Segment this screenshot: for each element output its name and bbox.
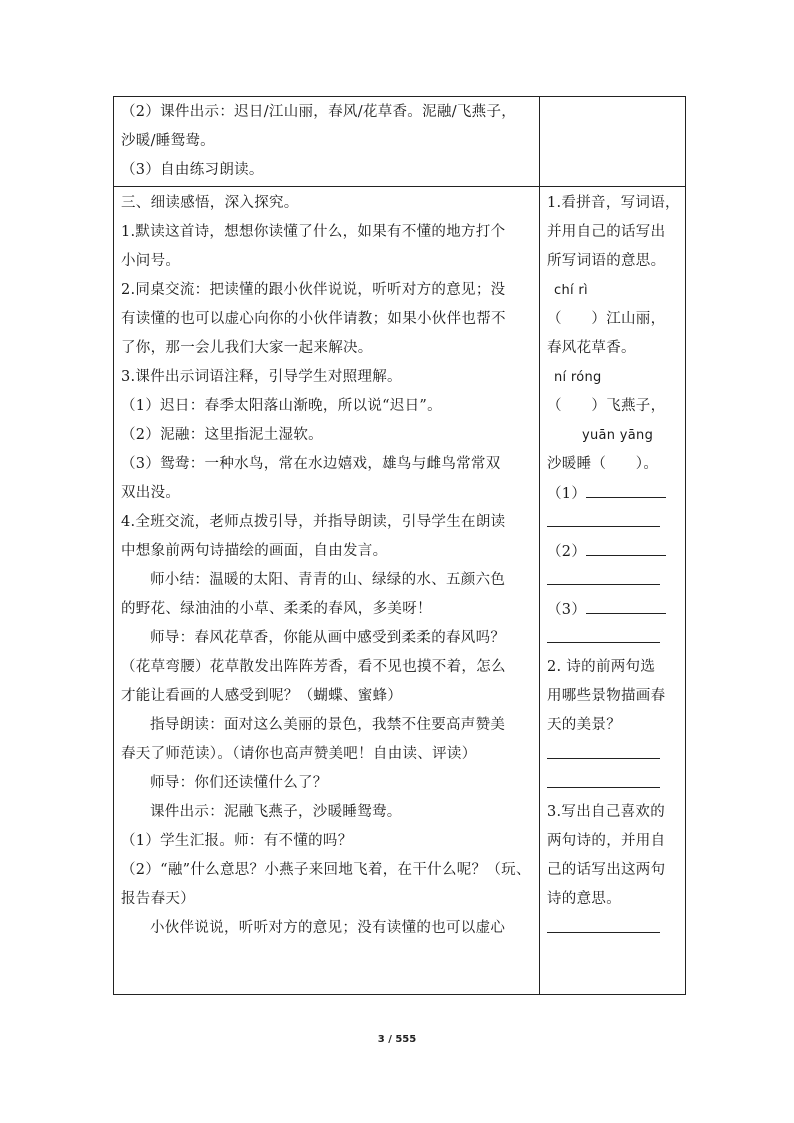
- answer-label: （2）: [547, 544, 587, 560]
- text-line: 课件出示：泥融飞燕子，沙暖睡鸳鸯。: [150, 804, 402, 820]
- exercise-1-line: 所写词语的意思。: [547, 253, 666, 269]
- text-line: 沙暖/睡鸳鸯。: [121, 133, 215, 149]
- fill-blank-3: 沙暖睡（ ）。: [547, 456, 659, 472]
- lesson-table: [113, 96, 686, 995]
- exercise-3-line: 诗的意思。: [547, 891, 621, 907]
- exercise-2-line: 用哪些景物描画春: [547, 688, 666, 704]
- row1-right-cell: [540, 97, 686, 187]
- text-line: 师小结：温暖的太阳、青青的山、绿绿的水、五颜六色: [150, 572, 506, 588]
- text-line: 小伙伴说说，听听对方的意见；没有读懂的也可以虚心: [150, 920, 506, 936]
- exercise-1-line: 并用自己的话写出: [547, 224, 666, 240]
- row2-left-cell: [114, 187, 540, 995]
- exercise-3-line: 3.写出自己喜欢的: [547, 804, 666, 820]
- page-number: 3 / 555: [377, 1034, 417, 1045]
- text-line: （2）课件出示：迟日/江山丽，春风/花草香。泥融/飞燕子，: [121, 104, 517, 120]
- text-line: 4.全班交流，老师点拨引导，并指导朗读，引导学生在朗读: [121, 514, 506, 530]
- exercise-2-line: 天的美景？: [547, 717, 621, 733]
- answer-line-1: [540, 485, 685, 502]
- pinyin-2: ní róng: [554, 370, 602, 385]
- text-line: （1）迟日：春季太阳落山渐晚，所以说“迟日”。: [121, 398, 442, 414]
- answer-blank[interactable]: [547, 514, 660, 527]
- row2-right-cell: [540, 187, 686, 995]
- table-row-1: [114, 97, 686, 187]
- text-line: 指导朗读：面对这么美丽的景色，我禁不住要高声赞美: [150, 717, 506, 733]
- answer-continuation: [540, 630, 685, 647]
- answer-line-2: [540, 543, 685, 560]
- text-line: （花草弯腰）花草散发出阵阵芳香，看不见也摸不着，怎么: [121, 659, 506, 675]
- answer-blank[interactable]: [586, 543, 666, 556]
- answer-continuation: [540, 920, 685, 937]
- text-line: 2.同桌交流：把读懂的跟小伙伴说说，听听对方的意见；没: [121, 282, 506, 298]
- text-line: 的野花、绿油油的小草、柔柔的春风，多美呀！: [121, 601, 432, 617]
- answer-blank[interactable]: [547, 775, 660, 788]
- text-line: （1）学生汇报。师：有不懂的吗？: [121, 833, 353, 849]
- answer-blank[interactable]: [586, 601, 666, 614]
- row1-left-cell: [114, 97, 540, 187]
- text-line: 春天了师范读）。（请你也高声赞美吧！自由读、评读）: [121, 746, 477, 762]
- text-line: 1.默读这首诗，想想你读懂了什么，如果有不懂的地方打个: [121, 224, 506, 240]
- text-line: 中想象前两句诗描绘的画面，自由发言。: [121, 543, 388, 559]
- answer-continuation: [540, 572, 685, 589]
- text-line: 才能让看画的人感受到呢？（蝴蝶、蜜蜂）: [121, 688, 403, 704]
- exercise-3-line: 两句诗的，并用自: [547, 833, 666, 849]
- text-line: （3）鸳鸯：一种水鸟，常在水边嬉戏，雄鸟与雌鸟常常双: [121, 456, 501, 472]
- text-line: （2）泥融：这里指泥土湿软。: [121, 427, 323, 443]
- answer-continuation: [540, 775, 685, 792]
- fill-blank-2: （ ）飞燕子，: [547, 398, 666, 414]
- answer-continuation: [540, 514, 685, 531]
- answer-label: （3）: [547, 602, 587, 618]
- table-row-2: [114, 187, 686, 995]
- answer-blank[interactable]: [547, 630, 660, 643]
- answer-blank[interactable]: [547, 572, 660, 585]
- text-line: 师导：春风花草香，你能从画中感受到柔柔的春风吗？: [150, 630, 506, 646]
- answer-line-3: [540, 601, 685, 618]
- section-heading: 三、细读感悟，深入探究。: [121, 195, 299, 211]
- answer-blank[interactable]: [547, 920, 660, 933]
- exercise-3-line: 己的话写出这两句: [547, 862, 666, 878]
- answer-label: （1）: [547, 486, 587, 502]
- text-line: 了你，那一会儿我们大家一起来解决。: [121, 340, 373, 356]
- answer-blank[interactable]: [586, 485, 666, 498]
- exercise-2-line: 2. 诗的前两句选: [547, 659, 656, 675]
- text-line: 双出没。: [121, 485, 181, 501]
- text-line: 报告春天）: [121, 891, 195, 907]
- answer-continuation: [540, 746, 685, 763]
- pinyin-1: chí rì: [554, 283, 588, 298]
- text-line: （3）自由练习朗读。: [121, 162, 264, 178]
- text-line: 3.课件出示词语注释，引导学生对照理解。: [121, 369, 402, 385]
- pinyin-3: yuān yāng: [582, 428, 654, 443]
- exercise-1-line: 1.看拼音，写词语，: [547, 195, 680, 211]
- text-line: 有读懂的也可以虚心向你的小伙伴请教；如果小伙伴也帮不: [121, 311, 506, 327]
- text-line: （2）“融”什么意思？小燕子来回地飞着，在干什么呢？（玩、: [121, 862, 531, 878]
- text-line: 春风花草香。: [547, 340, 636, 356]
- text-line: 小问号。: [121, 253, 181, 269]
- answer-blank[interactable]: [547, 746, 660, 759]
- fill-blank-1: （ ）江山丽，: [547, 311, 666, 327]
- text-line: 师导：你们还读懂什么了？: [150, 775, 328, 791]
